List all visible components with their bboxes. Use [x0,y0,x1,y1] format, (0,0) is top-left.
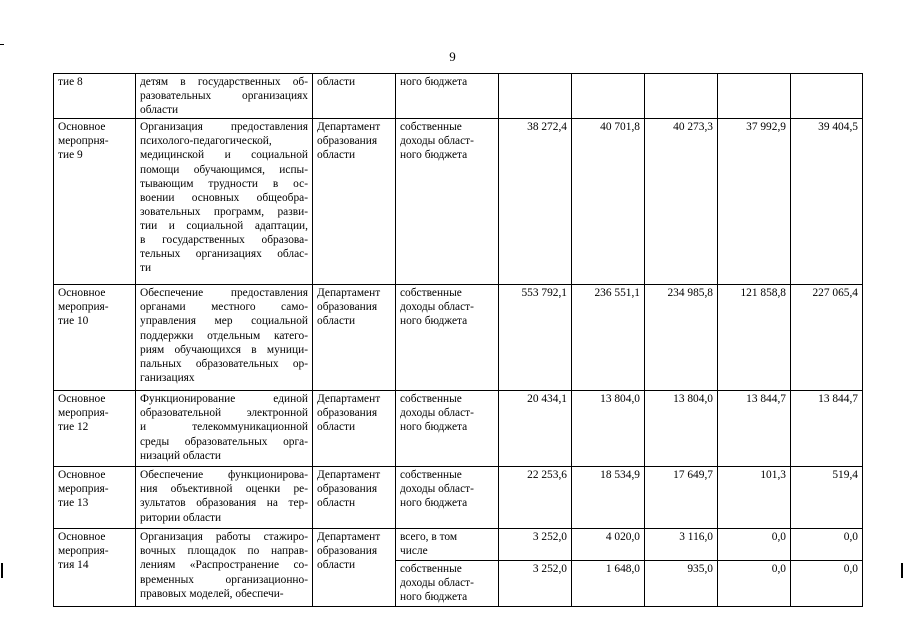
activity-description-line: правовых моделей, обеспечи- [140,587,284,600]
activity-description-line: разовательных организациях [140,90,308,103]
value-col-2: 4 020,0 [572,529,645,561]
value-col-4: 13 844,7 [718,391,791,467]
activity-name-line: мероприя- [58,483,109,496]
activity-description-line: воении основных общеобра- [140,191,308,204]
activity-description-line: Обеспечение предоставления [140,287,308,300]
responsible-executor [313,467,396,529]
activity-description-line: временных организационно- [140,573,308,586]
responsible-executor-line: образования [317,545,378,558]
value-col-3: 234 985,8 [645,285,718,391]
activity-name [54,529,136,607]
funding-source [396,74,499,119]
funding-source-line: доходы област- [400,407,474,420]
value-col-3: 40 273,3 [645,119,718,285]
responsible-executor-line: областн [317,497,356,510]
table-row [54,467,863,529]
activity-description-line: и телекоммуникационной [140,421,308,434]
funding-source [396,119,499,285]
activity-description-line: пальных образовательных ор- [140,357,308,370]
value-col-5 [791,74,863,119]
activity-description [136,285,313,391]
activity-name-line: Основное [58,393,106,406]
value-col-5: 13 844,7 [791,391,863,467]
value-col-1: 3 252,0 [499,561,572,607]
activity-name-line: Основное [58,531,106,544]
value-col-1: 20 434,1 [499,391,572,467]
responsible-executor [313,119,396,285]
activity-description-line: медицинской и социальной [140,149,308,162]
value-col-5: 227 065,4 [791,285,863,391]
value-col-4: 0,0 [718,561,791,607]
responsible-executor-line: образования [317,301,378,314]
activity-name [54,391,136,467]
value-col-4: 101,3 [718,467,791,529]
activity-description-line: зультатов образования на тер- [140,497,308,510]
funding-source-line: всего, в том [400,531,458,544]
responsible-executor-line: области [317,421,356,434]
responsible-executor-line: Департамент [317,121,381,134]
responsible-executor-line: Департамент [317,531,381,544]
program-activities-table [53,73,863,607]
table-row [54,74,863,119]
page-number: 9 [449,49,456,64]
activity-name-line: мероприя- [58,545,109,558]
activity-description-line: Функционирование единой [140,393,308,406]
value-col-5: 519,4 [791,467,863,529]
responsible-executor-line: образования [317,135,378,148]
value-col-3: 13 804,0 [645,391,718,467]
activity-name-line: меропрня- [58,135,109,148]
activity-description [136,467,313,529]
activity-description-line: тывающим трудности в ос- [140,177,308,190]
value-col-3 [645,74,718,119]
funding-source-line: собственные [400,287,462,300]
activity-name-line: тие 13 [58,497,89,510]
value-col-3: 935,0 [645,561,718,607]
activity-name-line: Основное [58,469,106,482]
activity-description [136,391,313,467]
funding-source-line: собственные [400,563,462,576]
activity-name-line: тие 8 [58,76,83,88]
funding-source-line: ного бюджета [400,591,468,604]
activity-description-line: области [140,104,179,117]
value-col-5: 0,0 [791,561,863,607]
value-col-5: 0,0 [791,529,863,561]
value-col-1: 22 253,6 [499,467,572,529]
funding-source-line: ного бюджета [400,315,468,328]
left-edge-mark-top [0,44,4,45]
funding-source-line: доходы област- [400,483,474,496]
table-row [54,391,863,467]
responsible-executor [313,529,396,607]
responsible-executor-line: образования [317,407,378,420]
activity-description-line: детям в государственных об- [140,76,308,88]
funding-source-line: собственные [400,393,462,406]
value-col-4: 0,0 [718,529,791,561]
activity-description-line: вочных площадок по направ- [140,545,308,558]
funding-source [396,561,499,607]
funding-source-line: доходы област- [400,135,474,148]
activity-description-line: поддержки отдельным катего- [140,329,308,342]
activity-description-line: ти [140,262,152,275]
activity-description [136,74,313,119]
value-col-1 [499,74,572,119]
right-edge-mark [901,563,903,578]
table-row [54,119,863,285]
value-col-2 [572,74,645,119]
activity-name-line: мероприя- [58,407,109,420]
activity-name-line: тия 14 [58,559,89,572]
activity-description-line: лениям «Распространение со- [140,559,308,572]
activity-description-line: в государственных образова- [140,234,308,247]
value-col-2: 1 648,0 [572,561,645,607]
activity-description [136,529,313,607]
responsible-executor-line: образования [317,483,378,496]
value-col-3: 3 116,0 [645,529,718,561]
value-col-2: 40 701,8 [572,119,645,285]
responsible-executor-line: Департамент [317,287,381,300]
activity-description-line: Организация предоставления [140,121,308,134]
activity-name [54,467,136,529]
funding-source [396,529,499,561]
funding-source-line: ного бюджета [400,149,468,162]
responsible-executor-line: области [317,149,356,162]
activity-name [54,74,136,119]
activity-name-line: Основное [58,121,106,134]
activity-description-line: низаций области [140,449,221,462]
funding-source-line: доходы област- [400,577,474,590]
value-col-4: 37 992,9 [718,119,791,285]
activity-description-line: тельных организациях облас- [140,248,308,261]
table-row [54,529,863,561]
table-row [54,285,863,391]
activity-description-line: органами местного само- [140,301,308,314]
value-col-1: 3 252,0 [499,529,572,561]
value-col-1: 553 792,1 [499,285,572,391]
activity-description-line: тии и социальной адаптации, [140,219,308,232]
value-col-4: 121 858,8 [718,285,791,391]
funding-source [396,467,499,529]
responsible-executor-line: Департамент [317,469,381,482]
responsible-executor-line: области [317,315,356,328]
activity-description-line: управления мер социальной [140,315,308,328]
activity-name-line: мероприя- [58,301,109,314]
activity-description-line: риям обучающихся в муници- [140,343,308,356]
responsible-executor-line: области [317,76,356,88]
activity-description-line: зовательных программ, разви- [140,205,308,218]
funding-source-line: ного бюджета [400,421,468,434]
activity-description-line: ганизациях [140,371,195,384]
activity-name-line: Основное [58,287,106,300]
responsible-executor-line: Департамент [317,393,381,406]
activity-name [54,119,136,285]
activity-description-line: Обеспечение функционирова- [140,469,308,482]
activity-description-line: ритории области [140,511,222,524]
value-col-2: 18 534,9 [572,467,645,529]
activity-name-line: тие 12 [58,421,89,434]
funding-source-line: собственные [400,469,462,482]
value-col-3: 17 649,7 [645,467,718,529]
activity-name-line: тие 9 [58,149,83,162]
activity-description-line: ния объективной оценки ре- [140,483,308,496]
value-col-2: 13 804,0 [572,391,645,467]
funding-source-line: числе [400,545,428,558]
funding-source [396,391,499,467]
activity-description-line: психолого-педагогической, [140,135,272,148]
activity-description-line: образовательной электронной [140,407,308,420]
funding-source-line: ного бюджета [400,497,468,510]
activity-description-line: Организация работы стажиро- [140,531,308,544]
responsible-executor [313,285,396,391]
activity-name-line: тие 10 [58,315,89,328]
activity-description-line: помощи обучающимся, испы- [140,163,308,176]
funding-source-line: ного бюджета [400,76,468,88]
value-col-4 [718,74,791,119]
responsible-executor [313,391,396,467]
responsible-executor [313,74,396,119]
funding-source-line: доходы област- [400,301,474,314]
funding-source [396,285,499,391]
responsible-executor-line: области [317,559,356,572]
value-col-5: 39 404,5 [791,119,863,285]
funding-source-line: собственные [400,121,462,134]
value-col-1: 38 272,4 [499,119,572,285]
activity-description [136,119,313,285]
value-col-2: 236 551,1 [572,285,645,391]
left-edge-mark [1,563,3,578]
activity-name [54,285,136,391]
activity-description-line: среды образовательных орга- [140,435,308,448]
